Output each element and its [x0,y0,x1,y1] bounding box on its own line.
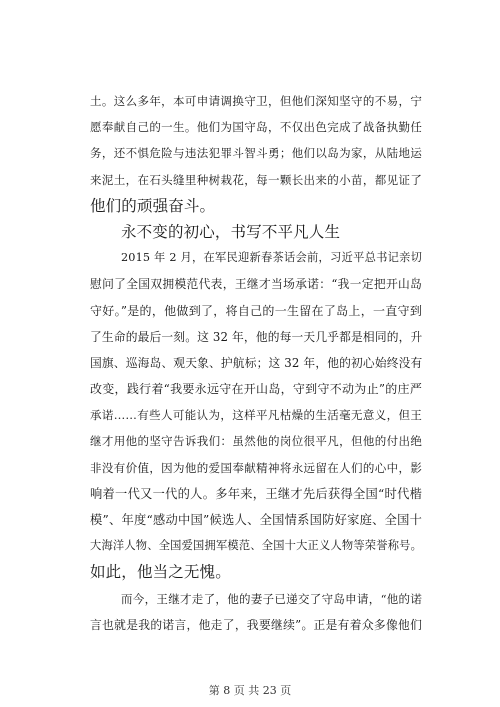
page-number-footer: 第 8 页 共 23 页 [208,684,292,697]
text-line: 非没有价值，因为他的爱国奉献精神将永远留在人们的心中，影 [90,460,422,475]
text-line: 响着一代又一代的人。多年来，王继才先后获得全国“时代楷 [90,486,422,501]
text-line: 土。这么多年，本可申请调换守卫，但他们深知坚守的不易，宁 [90,94,422,108]
text-line: 他们的顽强奋斗。 [90,196,216,215]
text-line: 务，还不惧危险与违法犯罪斗智斗勇；他们以岛为家，从陆地运 [90,146,422,161]
section-heading: 永不变的初心，书写不平凡人生 [121,222,341,241]
text-line: 来泥土，在石头缝里种树栽花，每一颗长出来的小苗，都见证了 [90,172,422,187]
text-line: 继才用他的坚守告诉我们：虽然他的岗位很平凡，但他的付出绝 [90,434,422,449]
text-line: 2015 年 2 月，在军民迎新春茶话会前，习近平总书记亲切 [121,251,422,265]
document-body [90,88,422,638]
text-line: 承诺……有些人可能认为，这样平凡枯燥的生活毫无意义，但王 [90,408,422,423]
text-line: 慰问了全国双拥模范代表，王继才当场承诺：“我一定把开山岛 [90,277,422,292]
text-line: 改变，践行着“我要永远守在开山岛，守到守不动为止”的庄严 [90,382,422,397]
text-line: 国旗、巡海岛、观天象、护航标；这 32 年，他的初心始终没有 [90,355,423,370]
text-line: 而今，王继才走了，他的妻子已递交了守岛申请，“他的诺 [121,591,422,606]
text-line: 守好。”是的，他做到了，将自己的一生留在了岛上，一直守到 [90,303,422,318]
text-line: 如此，他当之无愧。 [90,563,231,582]
text-line: 模”、年度“感动中国”候选人、全国情系国防好家庭、全国十 [90,513,422,527]
text-line: 言也就是我的诺言，他走了，我要继续”。正是有着众多像他们 [90,617,422,632]
text-line: 大海洋人物、全国爱国拥军模范、全国十大正义人物等荣誉称号。 [90,539,422,553]
text-line: 愿奉献自己的一生。他们为国守岛，不仅出色完成了战备执勤任 [90,120,422,135]
text-line: 了生命的最后一刻。这 32 年，他的每一天几乎都是相同的，升 [90,329,423,344]
